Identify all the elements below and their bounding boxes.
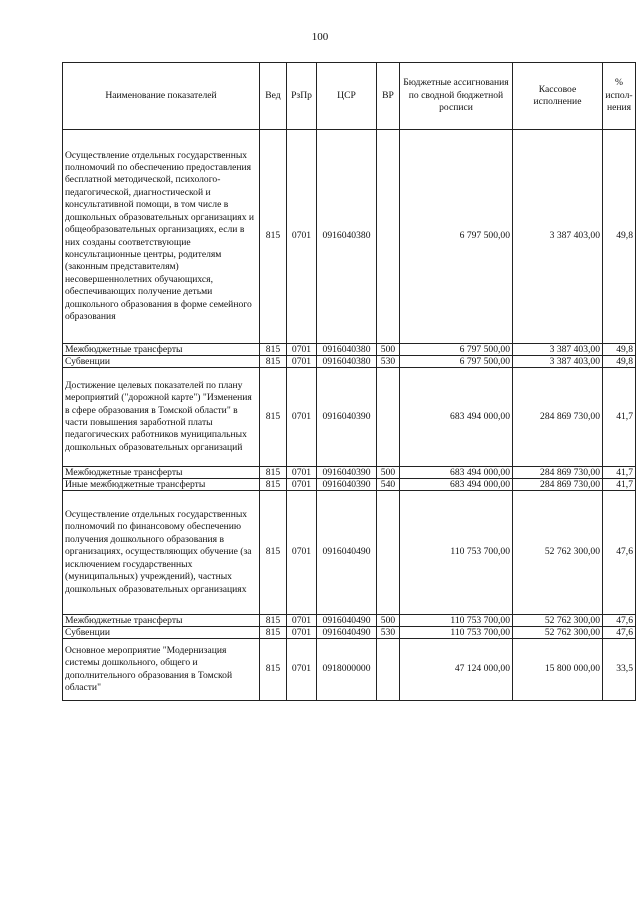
row-percent: 41,7 — [603, 479, 636, 491]
table-row — [63, 344, 636, 356]
row-rzpr: 0701 — [287, 479, 317, 491]
table-row — [63, 467, 636, 479]
row-cash-execution: 284 869 730,00 — [513, 368, 603, 467]
row-assignments: 6 797 500,00 — [400, 344, 513, 356]
row-percent: 41,7 — [603, 467, 636, 479]
row-rzpr: 0701 — [287, 467, 317, 479]
row-csr: 0916040490 — [317, 615, 377, 627]
row-vr: 530 — [377, 356, 400, 368]
row-cash-execution: 52 762 300,00 — [513, 491, 603, 615]
header-rzpr: РзПр — [287, 63, 317, 130]
row-vr: 540 — [377, 479, 400, 491]
row-cash-execution: 284 869 730,00 — [513, 467, 603, 479]
row-vr — [377, 130, 400, 344]
row-percent: 41,7 — [603, 368, 636, 467]
row-percent: 47,6 — [603, 491, 636, 615]
header-vr: ВР — [377, 63, 400, 130]
row-name: Достижение целевых показателей по плану мероприятий ("дорожной карте") "Изменения в сфере образования в Томской области" в части повышения заработной платы педагогических работников муниципальных дошкольных образовательных организаций — [63, 368, 260, 467]
row-percent: 47,6 — [603, 627, 636, 639]
header-assignments: Бюджетные ассигнования по сводной бюджетной росписи — [400, 63, 513, 130]
row-ved: 815 — [260, 639, 287, 701]
table-row — [63, 627, 636, 639]
row-rzpr: 0701 — [287, 639, 317, 701]
row-ved: 815 — [260, 356, 287, 368]
header-ved: Вед — [260, 63, 287, 130]
row-name: Осуществление отдельных государственных полномочий по финансовому обеспечению получения дошкольного образования в организациях, осуществляющих обучение (за исключением государственных (муниципальных) учреждений), частных дошкольных образовательных организациях — [63, 491, 260, 615]
row-csr: 0918000000 — [317, 639, 377, 701]
row-assignments: 110 753 700,00 — [400, 627, 513, 639]
page-number: 100 — [311, 31, 329, 43]
row-name: Осуществление отдельных государственных полномочий по обеспечению предоставления бесплатной методической, психолого-педагогической, диагностической и консультативной помощи, в том числе в дошкольных образовательных организациях и общеобразовательных организациях, если в них созданы соответствующие консультационные центры, родителям (законным представителям) несовершеннолетних обучающихся, обеспечивающих получение детьми дошкольного образования в форме семейного образования — [63, 130, 260, 344]
row-assignments: 47 124 000,00 — [400, 639, 513, 701]
row-ved: 815 — [260, 491, 287, 615]
row-name: Межбюджетные трансферты — [63, 615, 260, 627]
row-percent: 47,6 — [603, 615, 636, 627]
row-rzpr: 0701 — [287, 356, 317, 368]
row-rzpr: 0701 — [287, 130, 317, 344]
row-csr: 0916040490 — [317, 627, 377, 639]
row-assignments: 6 797 500,00 — [400, 356, 513, 368]
row-percent: 49,8 — [603, 356, 636, 368]
row-rzpr: 0701 — [287, 368, 317, 467]
row-assignments: 683 494 000,00 — [400, 479, 513, 491]
row-cash-execution: 3 387 403,00 — [513, 344, 603, 356]
table-header-row — [63, 63, 636, 130]
header-name: Наименование показателей — [63, 63, 260, 130]
table-row — [63, 479, 636, 491]
row-name: Основное мероприятие "Модернизация системы дошкольного, общего и дополнительного образования в Томской области" — [63, 639, 260, 701]
row-assignments: 683 494 000,00 — [400, 467, 513, 479]
row-csr: 0916040380 — [317, 356, 377, 368]
table-row — [63, 130, 636, 344]
row-rzpr: 0701 — [287, 344, 317, 356]
row-ved: 815 — [260, 467, 287, 479]
table-row — [63, 639, 636, 701]
row-percent: 49,8 — [603, 344, 636, 356]
row-ved: 815 — [260, 627, 287, 639]
row-csr: 0916040490 — [317, 491, 377, 615]
row-ved: 815 — [260, 344, 287, 356]
row-assignments: 683 494 000,00 — [400, 368, 513, 467]
row-name: Межбюджетные трансферты — [63, 344, 260, 356]
row-vr — [377, 639, 400, 701]
row-name: Субвенции — [63, 356, 260, 368]
row-vr — [377, 368, 400, 467]
row-vr: 500 — [377, 615, 400, 627]
header-csr: ЦСР — [317, 63, 377, 130]
table-row — [63, 615, 636, 627]
row-percent: 49,8 — [603, 130, 636, 344]
row-ved: 815 — [260, 130, 287, 344]
row-ved: 815 — [260, 615, 287, 627]
row-ved: 815 — [260, 368, 287, 467]
table-row — [63, 356, 636, 368]
header-cash-execution: Кассовое исполнение — [513, 63, 603, 130]
row-csr: 0916040380 — [317, 130, 377, 344]
row-csr: 0916040390 — [317, 467, 377, 479]
row-ved: 815 — [260, 479, 287, 491]
row-cash-execution: 3 387 403,00 — [513, 356, 603, 368]
row-vr: 530 — [377, 627, 400, 639]
row-rzpr: 0701 — [287, 627, 317, 639]
budget-execution-table — [62, 62, 636, 701]
row-csr: 0916040390 — [317, 479, 377, 491]
row-cash-execution: 52 762 300,00 — [513, 615, 603, 627]
header-percent: % испол-нения — [603, 63, 636, 130]
row-assignments: 110 753 700,00 — [400, 491, 513, 615]
row-name: Межбюджетные трансферты — [63, 467, 260, 479]
table-row — [63, 368, 636, 467]
row-assignments: 6 797 500,00 — [400, 130, 513, 344]
table-row — [63, 491, 636, 615]
row-cash-execution: 3 387 403,00 — [513, 130, 603, 344]
row-vr — [377, 491, 400, 615]
row-cash-execution: 284 869 730,00 — [513, 479, 603, 491]
row-csr: 0916040390 — [317, 368, 377, 467]
row-name: Субвенции — [63, 627, 260, 639]
row-cash-execution: 15 800 000,00 — [513, 639, 603, 701]
row-vr: 500 — [377, 467, 400, 479]
row-name: Иные межбюджетные трансферты — [63, 479, 260, 491]
row-percent: 33,5 — [603, 639, 636, 701]
row-vr: 500 — [377, 344, 400, 356]
row-rzpr: 0701 — [287, 615, 317, 627]
row-rzpr: 0701 — [287, 491, 317, 615]
row-cash-execution: 52 762 300,00 — [513, 627, 603, 639]
row-assignments: 110 753 700,00 — [400, 615, 513, 627]
row-csr: 0916040380 — [317, 344, 377, 356]
